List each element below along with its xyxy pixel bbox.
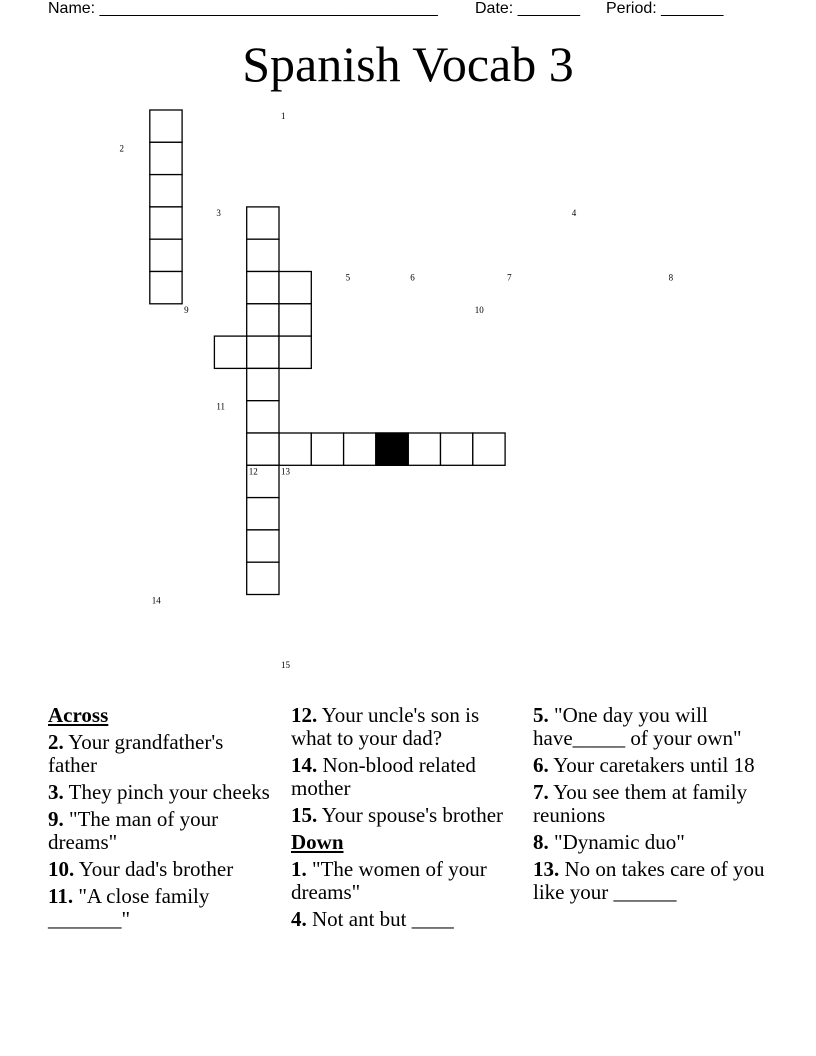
grid-cell[interactable] [279,336,311,368]
clue-number-8: 8 [668,272,674,283]
grid-cell[interactable] [247,498,279,530]
blocked-cell [376,433,408,465]
period-field[interactable]: Period: _______ [606,0,724,17]
grid-cell[interactable] [247,304,279,336]
clue-down-8: 8. "Dynamic duo" [533,830,685,854]
grid-cell[interactable] [150,175,182,207]
clue-across-11: 11. "A close family _______" [48,884,210,931]
grid-cell[interactable] [247,401,279,433]
clue-number-5: 5 [345,272,351,283]
clue-down-13: 13. No on takes care of you like your ______ [533,857,765,904]
grid-cell[interactable] [441,433,473,465]
grid-cell[interactable] [247,336,279,368]
grid-cell[interactable] [279,272,311,304]
clue-number-2: 2 [119,143,124,154]
grid-cell[interactable] [279,304,311,336]
down-heading: Down [291,830,344,854]
clue-down-5: 5. "One day you will have_____ of your own" [533,703,742,750]
clue-column-1 [48,704,273,935]
grid-cell[interactable] [150,142,182,174]
clue-across-10: 10. Your dad's brother [48,857,234,881]
clue-column-3 [533,704,771,908]
clue-number-4: 4 [571,207,577,218]
grid-cell[interactable] [247,562,279,594]
clue-number-9: 9 [184,304,189,315]
across-heading: Across [48,703,109,727]
grid-cell[interactable] [408,433,440,465]
grid-cell[interactable] [247,433,279,465]
clue-number-15: 15 [281,660,290,671]
clue-down-1: 1. "The women of your dreams" [291,857,487,904]
clue-across-14: 14. Non-blood related mother [291,753,476,800]
grid-cell[interactable] [247,272,279,304]
page-title: Spanish Vocab 3 [242,36,574,92]
grid-cell[interactable] [150,207,182,239]
clue-number-3: 3 [216,207,221,218]
clue-down-4: 4. Not ant but ____ [291,907,454,931]
grid-cell[interactable] [247,530,279,562]
grid-cell[interactable] [311,433,343,465]
clue-across-2: 2. Your grandfather's father [48,730,224,777]
name-field[interactable]: Name: ______________________________________ [48,0,438,17]
clue-number-13: 13 [281,466,290,477]
clue-number-11: 11 [216,401,226,412]
grid-cell[interactable] [150,239,182,271]
clue-number-12: 12 [248,466,258,477]
clue-down-6: 6. Your caretakers until 18 [533,753,755,777]
clue-across-9: 9. "The man of your dreams" [48,807,219,854]
clue-across-15: 15. Your spouse's brother [291,803,504,827]
clue-number-7: 7 [507,272,512,283]
grid-cell[interactable] [150,110,182,142]
grid-cell[interactable] [279,433,311,465]
grid-cell[interactable] [150,272,182,304]
grid-cell[interactable] [247,239,279,271]
clue-across-12: 12. Your uncle's son is what to your dad? [291,703,480,750]
clue-down-7: 7. You see them at family reunions [533,780,748,827]
grid-cell[interactable] [214,336,246,368]
grid-cell[interactable] [247,207,279,239]
date-field[interactable]: Date: _______ [475,0,580,17]
clue-number-1: 1 [281,111,286,121]
grid-cell[interactable] [344,433,376,465]
clue-number-6: 6 [410,272,415,283]
grid-cell[interactable] [247,368,279,400]
clue-number-10: 10 [474,304,484,315]
grid-cell[interactable] [473,433,505,465]
clue-number-14: 14 [151,595,161,606]
clue-across-3: 3. They pinch your cheeks [48,780,270,804]
clue-column-2 [291,704,516,935]
